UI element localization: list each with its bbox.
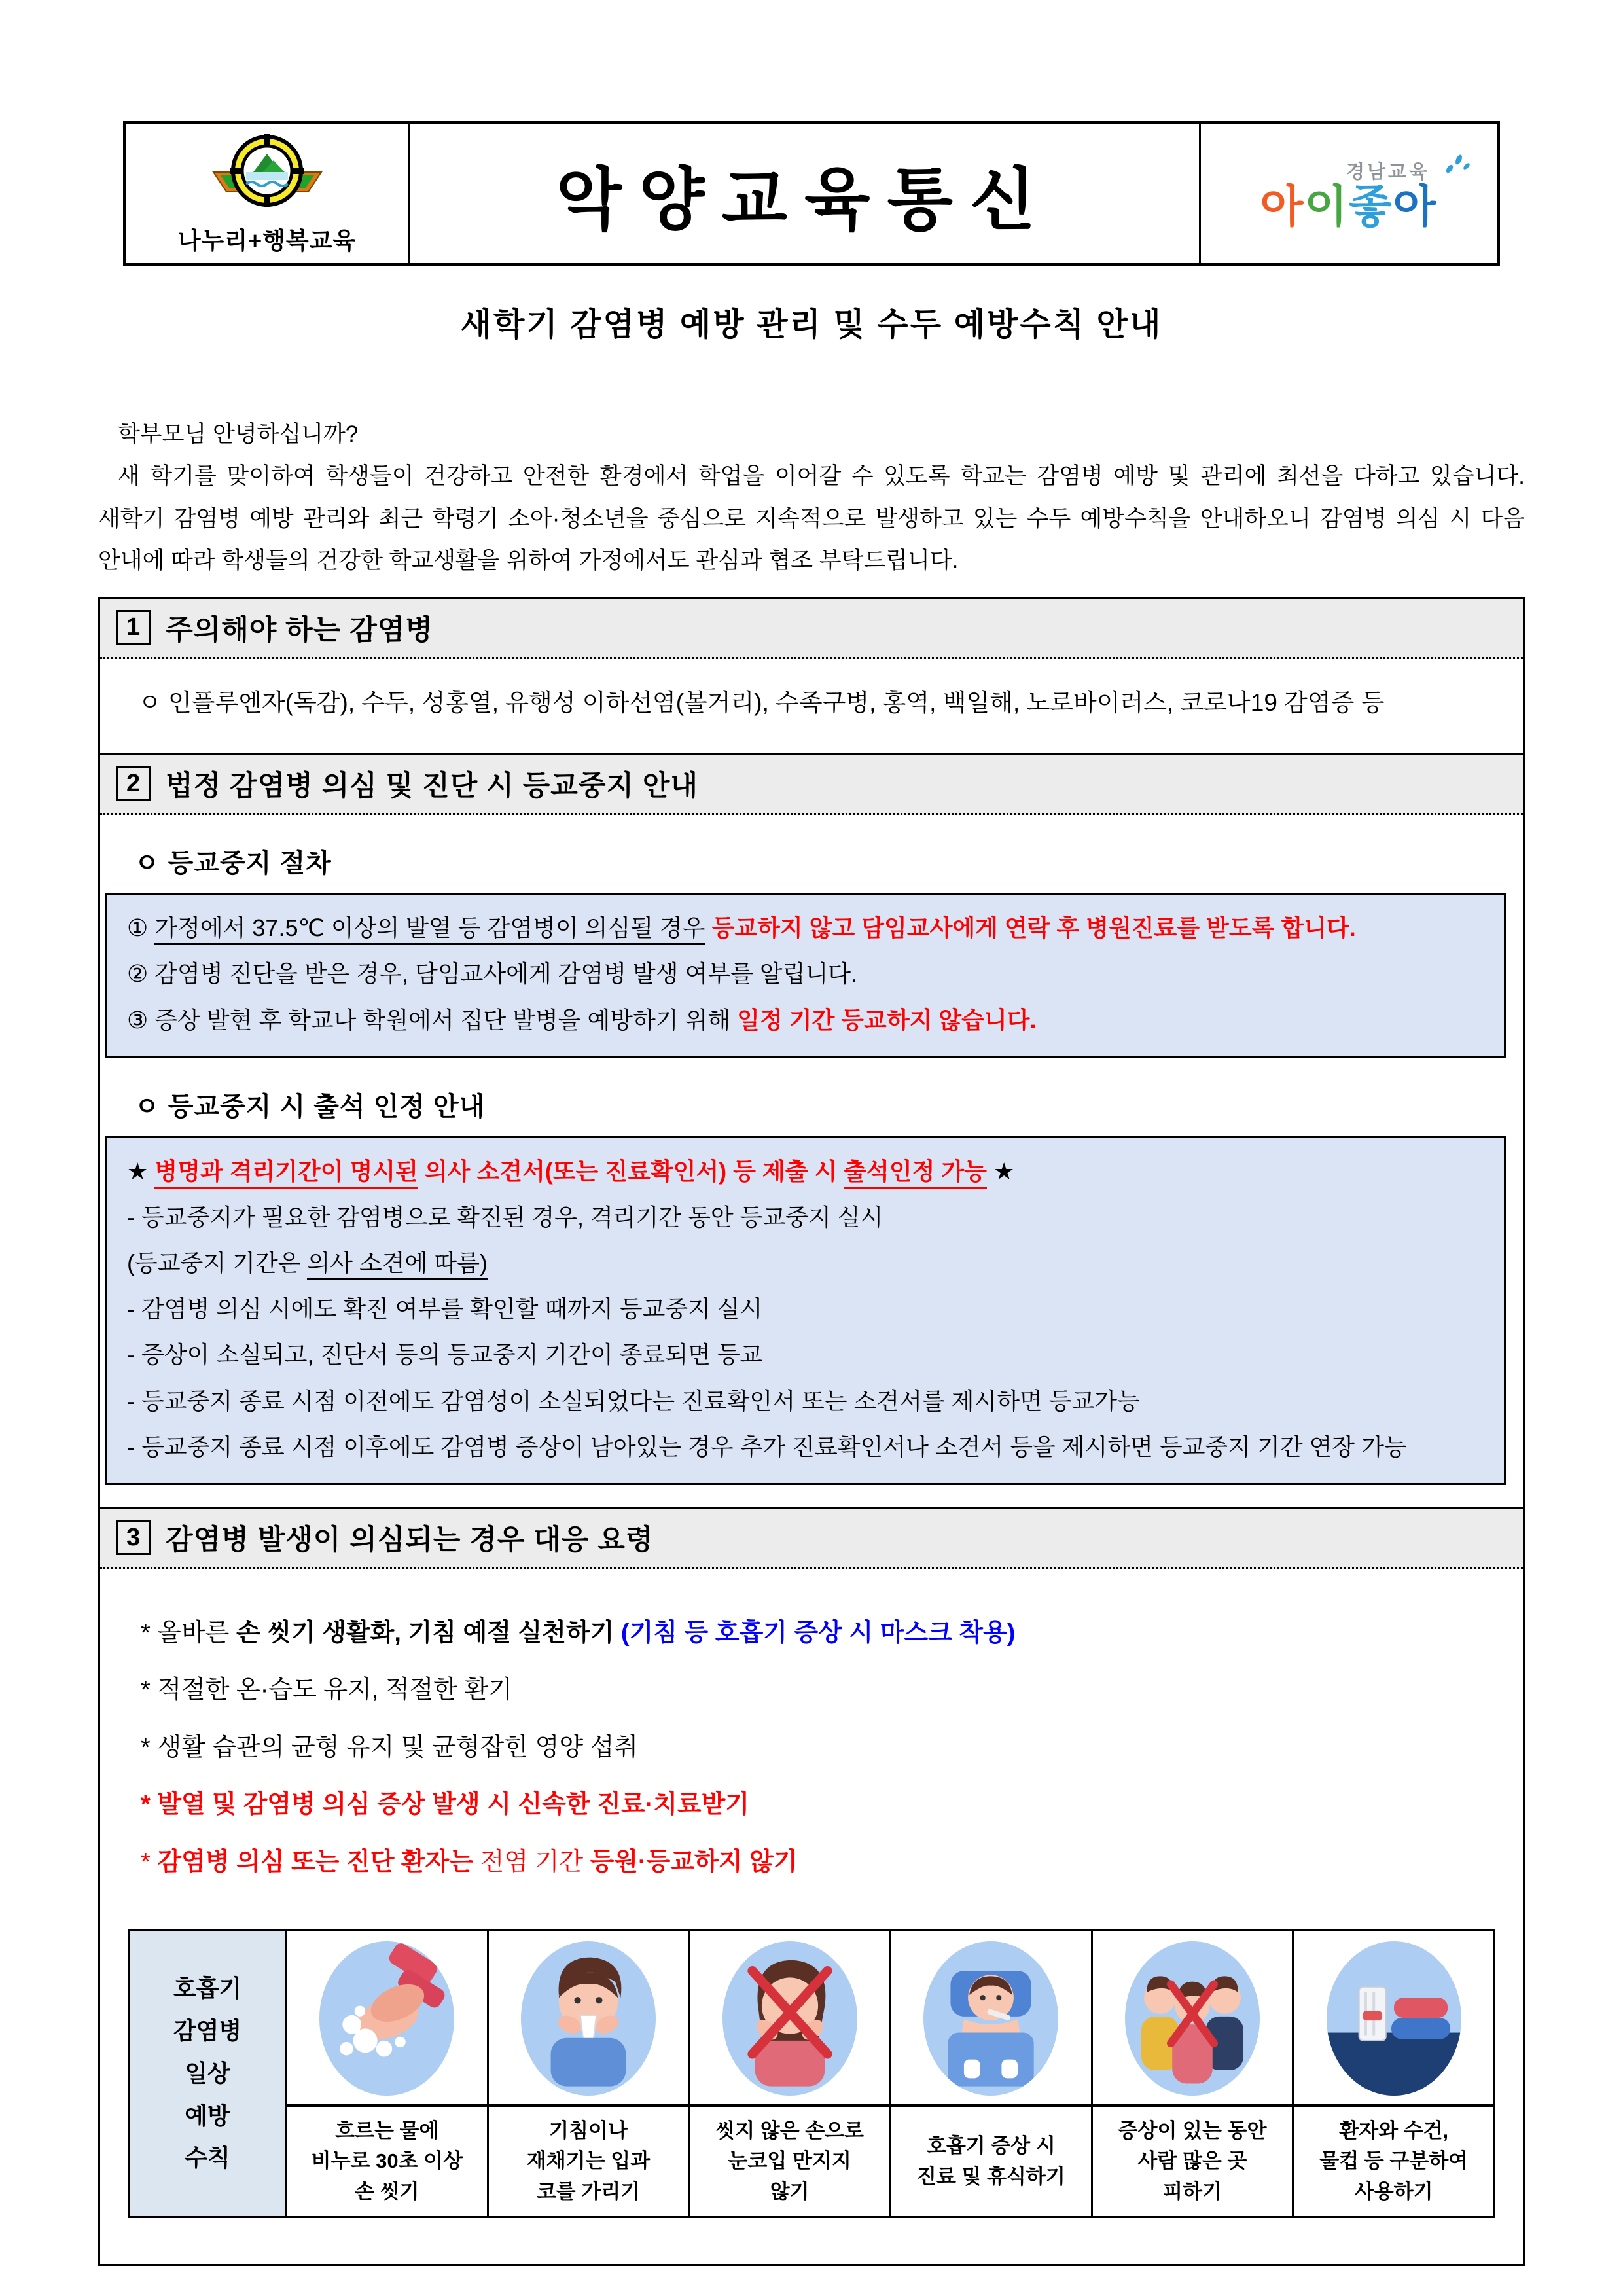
tip-temperature-humidity: * 적절한 온·습도 유지, 적절한 환기 xyxy=(141,1676,512,1704)
dash-bullet: - xyxy=(127,1433,135,1460)
aijoa-char-4: 아 xyxy=(1393,181,1438,232)
recognition-note-pre: (등교중지 기간은 xyxy=(127,1249,301,1277)
section3-title: 감염병 발생이 의심되는 경우 대응 요령 xyxy=(166,1524,654,1556)
asterisk-bullet: * xyxy=(141,1848,151,1876)
procedure-box xyxy=(105,893,1506,1058)
dash-bullet: - xyxy=(127,1203,135,1230)
tip1-bold: 손 씻기 생활화, 기침 예절 실천하기 xyxy=(236,1619,615,1647)
gyeongnam-education-label: 경남교육 xyxy=(1346,161,1431,183)
rules-header-line: 호흡기 xyxy=(173,1975,242,2002)
tip1-pre: 올바른 xyxy=(157,1619,230,1647)
recognition-item-text: 등교중지 종료 시점 이전에도 감염성이 소실되었다는 진료확인서 또는 소견서를 제시하면 등교가능 xyxy=(141,1387,1140,1414)
caption-line: 진료 및 휴식하기 xyxy=(916,2164,1065,2188)
subsection-attendance-recognition xyxy=(134,1086,1523,1123)
rule-column-avoid-crowds xyxy=(1091,1931,1293,2217)
rule-caption xyxy=(891,2104,1091,2217)
avoid-crowds-illustration xyxy=(1093,1931,1293,2104)
hand-washing-illustration xyxy=(287,1931,487,2104)
document-title: 새학기 감염병 예방 관리 및 수두 예방수칙 안내 xyxy=(460,307,1163,342)
procedure-item-1-underlined: 가정에서 37.5℃ 이상의 발열 등 감염병이 의심될 경우 xyxy=(154,914,705,945)
rules-header-line: 예방 xyxy=(185,2102,230,2129)
newsletter-title: 악양교육통신 xyxy=(556,162,1053,238)
intro-paragraph: 새 학기를 맞이하여 학생들이 건강하고 안전한 환경에서 학업을 이어갈 수 있도록 학교는 감염병 예방 및 관리에 최선을 다하고 있습니다. 새학기 감염병 예방 관리와 최근 학령기 소아·청소년을 중심으로 지속적으로 발생하고 있는 수두 예방수칙을 안내하오니 감염병 의심 시 다음 안내에 따라 학생들의 건강한 학교생활을 위하여 가정에서도 관심과 협조 부탁드립니다. xyxy=(98,463,1525,574)
header-left-cell xyxy=(126,124,410,263)
intro-section xyxy=(98,414,1525,583)
star-notice-line xyxy=(127,1149,1484,1194)
attendance-recognition-box xyxy=(105,1136,1506,1485)
section1-title: 주의해야 하는 감염병 xyxy=(166,614,433,646)
section3-header xyxy=(100,1507,1523,1569)
caption-line: 눈코입 만지지 xyxy=(728,2149,851,2173)
content-frame xyxy=(98,597,1525,2267)
no-touch-face-illustration xyxy=(690,1931,889,2104)
recognition-item xyxy=(127,1424,1484,1470)
recognition-item-note xyxy=(127,1240,1484,1286)
star-notice-seg1: 병명과 격리기간이 명시된 xyxy=(154,1158,418,1189)
rule-column-no-touch-face xyxy=(688,1931,889,2217)
dash-bullet: - xyxy=(127,1341,135,1369)
caption-line: 사용하기 xyxy=(1354,2179,1433,2203)
subsection2-title-text: 등교중지 시 출석 인정 안내 xyxy=(168,1092,486,1121)
caption-line: 비누로 30초 이상 xyxy=(311,2149,463,2173)
recognition-item xyxy=(127,1286,1484,1332)
star-icon: ★ xyxy=(993,1157,1015,1185)
tip1-mask-note: (기침 등 호흡기 증상 시 마스크 착용) xyxy=(620,1619,1016,1647)
procedure-item-3-red: 일정 기간 등교하지 않습니다. xyxy=(737,1006,1037,1033)
caption-line: 기침이나 xyxy=(549,2119,628,2142)
dash-bullet: - xyxy=(127,1387,135,1414)
circle-bullet: ㅇ xyxy=(138,689,162,716)
caption-line: 손 씻기 xyxy=(355,2179,419,2203)
procedure-item-2: ② 감염병 진단을 받은 경우, 담임교사에게 감염병 발생 여부를 알립니다. xyxy=(127,960,858,988)
school-emblem-icon xyxy=(210,132,325,220)
section1-header xyxy=(100,599,1523,659)
rules-header-line: 수칙 xyxy=(185,2144,230,2172)
recognition-item-text: 증상이 소실되고, 진단서 등의 등교중지 기간이 종료되면 등교 xyxy=(141,1341,763,1369)
section2-number-box: 2 xyxy=(116,766,151,802)
header-left-caption: 나누리+행복교육 xyxy=(177,227,357,254)
recognition-item-text: 등교중지가 필요한 감염병으로 확진된 경우, 격리기간 동안 등교중지 실시 xyxy=(141,1203,883,1230)
rule-caption xyxy=(287,2104,487,2217)
tip5-mid: 전염 기간 xyxy=(480,1848,584,1876)
circle-bullet: ㅇ xyxy=(134,849,160,878)
aijoa-char-2: 이 xyxy=(1304,181,1349,232)
procedure-item-3 xyxy=(127,997,1484,1043)
circle-bullet: ㅇ xyxy=(134,1092,160,1121)
header-banner xyxy=(123,121,1500,266)
section2-title: 법정 감염병 의심 및 진단 시 등교중지 안내 xyxy=(166,770,698,802)
tip5-bold1: 감염병 의심 또는 진단 환자는 xyxy=(157,1848,474,1876)
asterisk-bullet: * xyxy=(141,1619,151,1647)
caption-line: 피하기 xyxy=(1163,2179,1222,2203)
caption-line: 호흡기 증상 시 xyxy=(926,2134,1056,2158)
rules-table-wrap xyxy=(128,1929,1495,2219)
caption-line: 않기 xyxy=(770,2179,810,2203)
rule-column-cover-cough xyxy=(487,1931,688,2217)
caption-line: 환자와 수건, xyxy=(1339,2119,1449,2142)
star-notice-seg2: 의사 소견서(또는 진료확인서) 등 제출 시 xyxy=(424,1157,838,1185)
caption-line: 흐르는 물에 xyxy=(335,2119,439,2142)
header-right-cell xyxy=(1199,124,1497,263)
rule-caption xyxy=(1093,2104,1293,2217)
disease-list-line xyxy=(138,681,1497,725)
procedure-item-3-black: ③ 증상 발현 후 학교나 학원에서 집단 발병을 예방하기 위해 xyxy=(127,1006,731,1033)
rule-caption xyxy=(1294,2104,1493,2217)
cover-cough-illustration xyxy=(489,1931,688,2104)
recognition-item-text: 감염병 의심 시에도 확진 여부를 확인할 때까지 등교중지 실시 xyxy=(141,1295,763,1323)
separate-items-illustration xyxy=(1294,1931,1493,2104)
recognition-item xyxy=(127,1194,1484,1240)
caption-line: 씻지 않은 손으로 xyxy=(715,2119,865,2142)
tip-balanced-nutrition: * 생활 습관의 균형 유지 및 균형잡힌 영양 섭취 xyxy=(141,1733,638,1761)
rule-column-separate-items xyxy=(1292,1931,1493,2217)
procedure-item-1-red: 등교하지 않고 담임교사에게 연락 후 병원진료를 받도록 합니다. xyxy=(711,914,1356,942)
rules-header-line: 일상 xyxy=(185,2059,230,2087)
aijoa-char-1: 아 xyxy=(1260,181,1305,232)
section1-number-box: 1 xyxy=(116,610,151,645)
caption-line: 코를 가리기 xyxy=(536,2179,641,2203)
disease-list-text: 인플루엔자(독감), 수두, 성홍열, 유행성 이하선염(볼거리), 수족구병, 홍역, 백일해, 노로바이러스, 코로나19 감염증 등 xyxy=(168,689,1385,716)
response-tips-list xyxy=(100,1569,1523,1917)
rest-treatment-illustration xyxy=(891,1931,1091,2104)
caption-line: 사람 많은 곳 xyxy=(1137,2149,1247,2173)
rules-header-line: 감염병 xyxy=(173,2017,242,2045)
tip-no-school-attendance xyxy=(141,1834,1493,1891)
tip5-bold2: 등원·등교하지 않기 xyxy=(590,1848,798,1876)
rule-caption xyxy=(690,2104,889,2217)
star-notice-seg3: 출석인정 가능 xyxy=(844,1158,987,1189)
dash-bullet: - xyxy=(127,1295,135,1323)
recognition-note-underlined: 의사 소견에 따름) xyxy=(307,1249,487,1280)
caption-line: 재채기는 입과 xyxy=(526,2149,651,2173)
section1-content xyxy=(100,659,1523,754)
prevention-rules-table xyxy=(128,1929,1495,2219)
circled-number-1: ① xyxy=(127,914,149,942)
rule-column-rest xyxy=(889,1931,1091,2217)
rule-caption xyxy=(489,2104,688,2217)
aijoa-logo xyxy=(1260,181,1438,232)
water-droplets-icon xyxy=(1444,152,1471,177)
rule-column-handwashing xyxy=(287,1931,487,2217)
aijoa-char-3: 좋 xyxy=(1349,181,1393,232)
header-center-cell xyxy=(410,124,1199,263)
recognition-item xyxy=(127,1332,1484,1378)
star-icon: ★ xyxy=(127,1157,149,1185)
caption-line: 증상이 있는 동안 xyxy=(1118,2119,1267,2142)
recognition-item-text: 등교중지 종료 시점 이후에도 감염병 증상이 남아있는 경우 추가 진료확인서나 소견서 등을 제시하면 등교중지 기간 연장 가능 xyxy=(141,1433,1407,1460)
subsection1-title-text: 등교중지 절차 xyxy=(168,849,332,878)
section3-number-box: 3 xyxy=(116,1520,151,1556)
subsection-attendance-stop-procedure xyxy=(134,842,1523,880)
caption-line: 물컵 등 구분하여 xyxy=(1319,2149,1469,2173)
rules-table-header-cell xyxy=(130,1931,287,2217)
section2-header xyxy=(100,753,1523,815)
procedure-item-1 xyxy=(127,905,1484,951)
tip-prompt-treatment: * 발열 및 감염병 의심 증상 발생 시 신속한 진료·치료받기 xyxy=(141,1791,750,1819)
greeting-line: 학부모님 안녕하십니까? xyxy=(118,422,359,447)
tip-handwashing xyxy=(141,1605,1493,1662)
recognition-item xyxy=(127,1378,1484,1424)
